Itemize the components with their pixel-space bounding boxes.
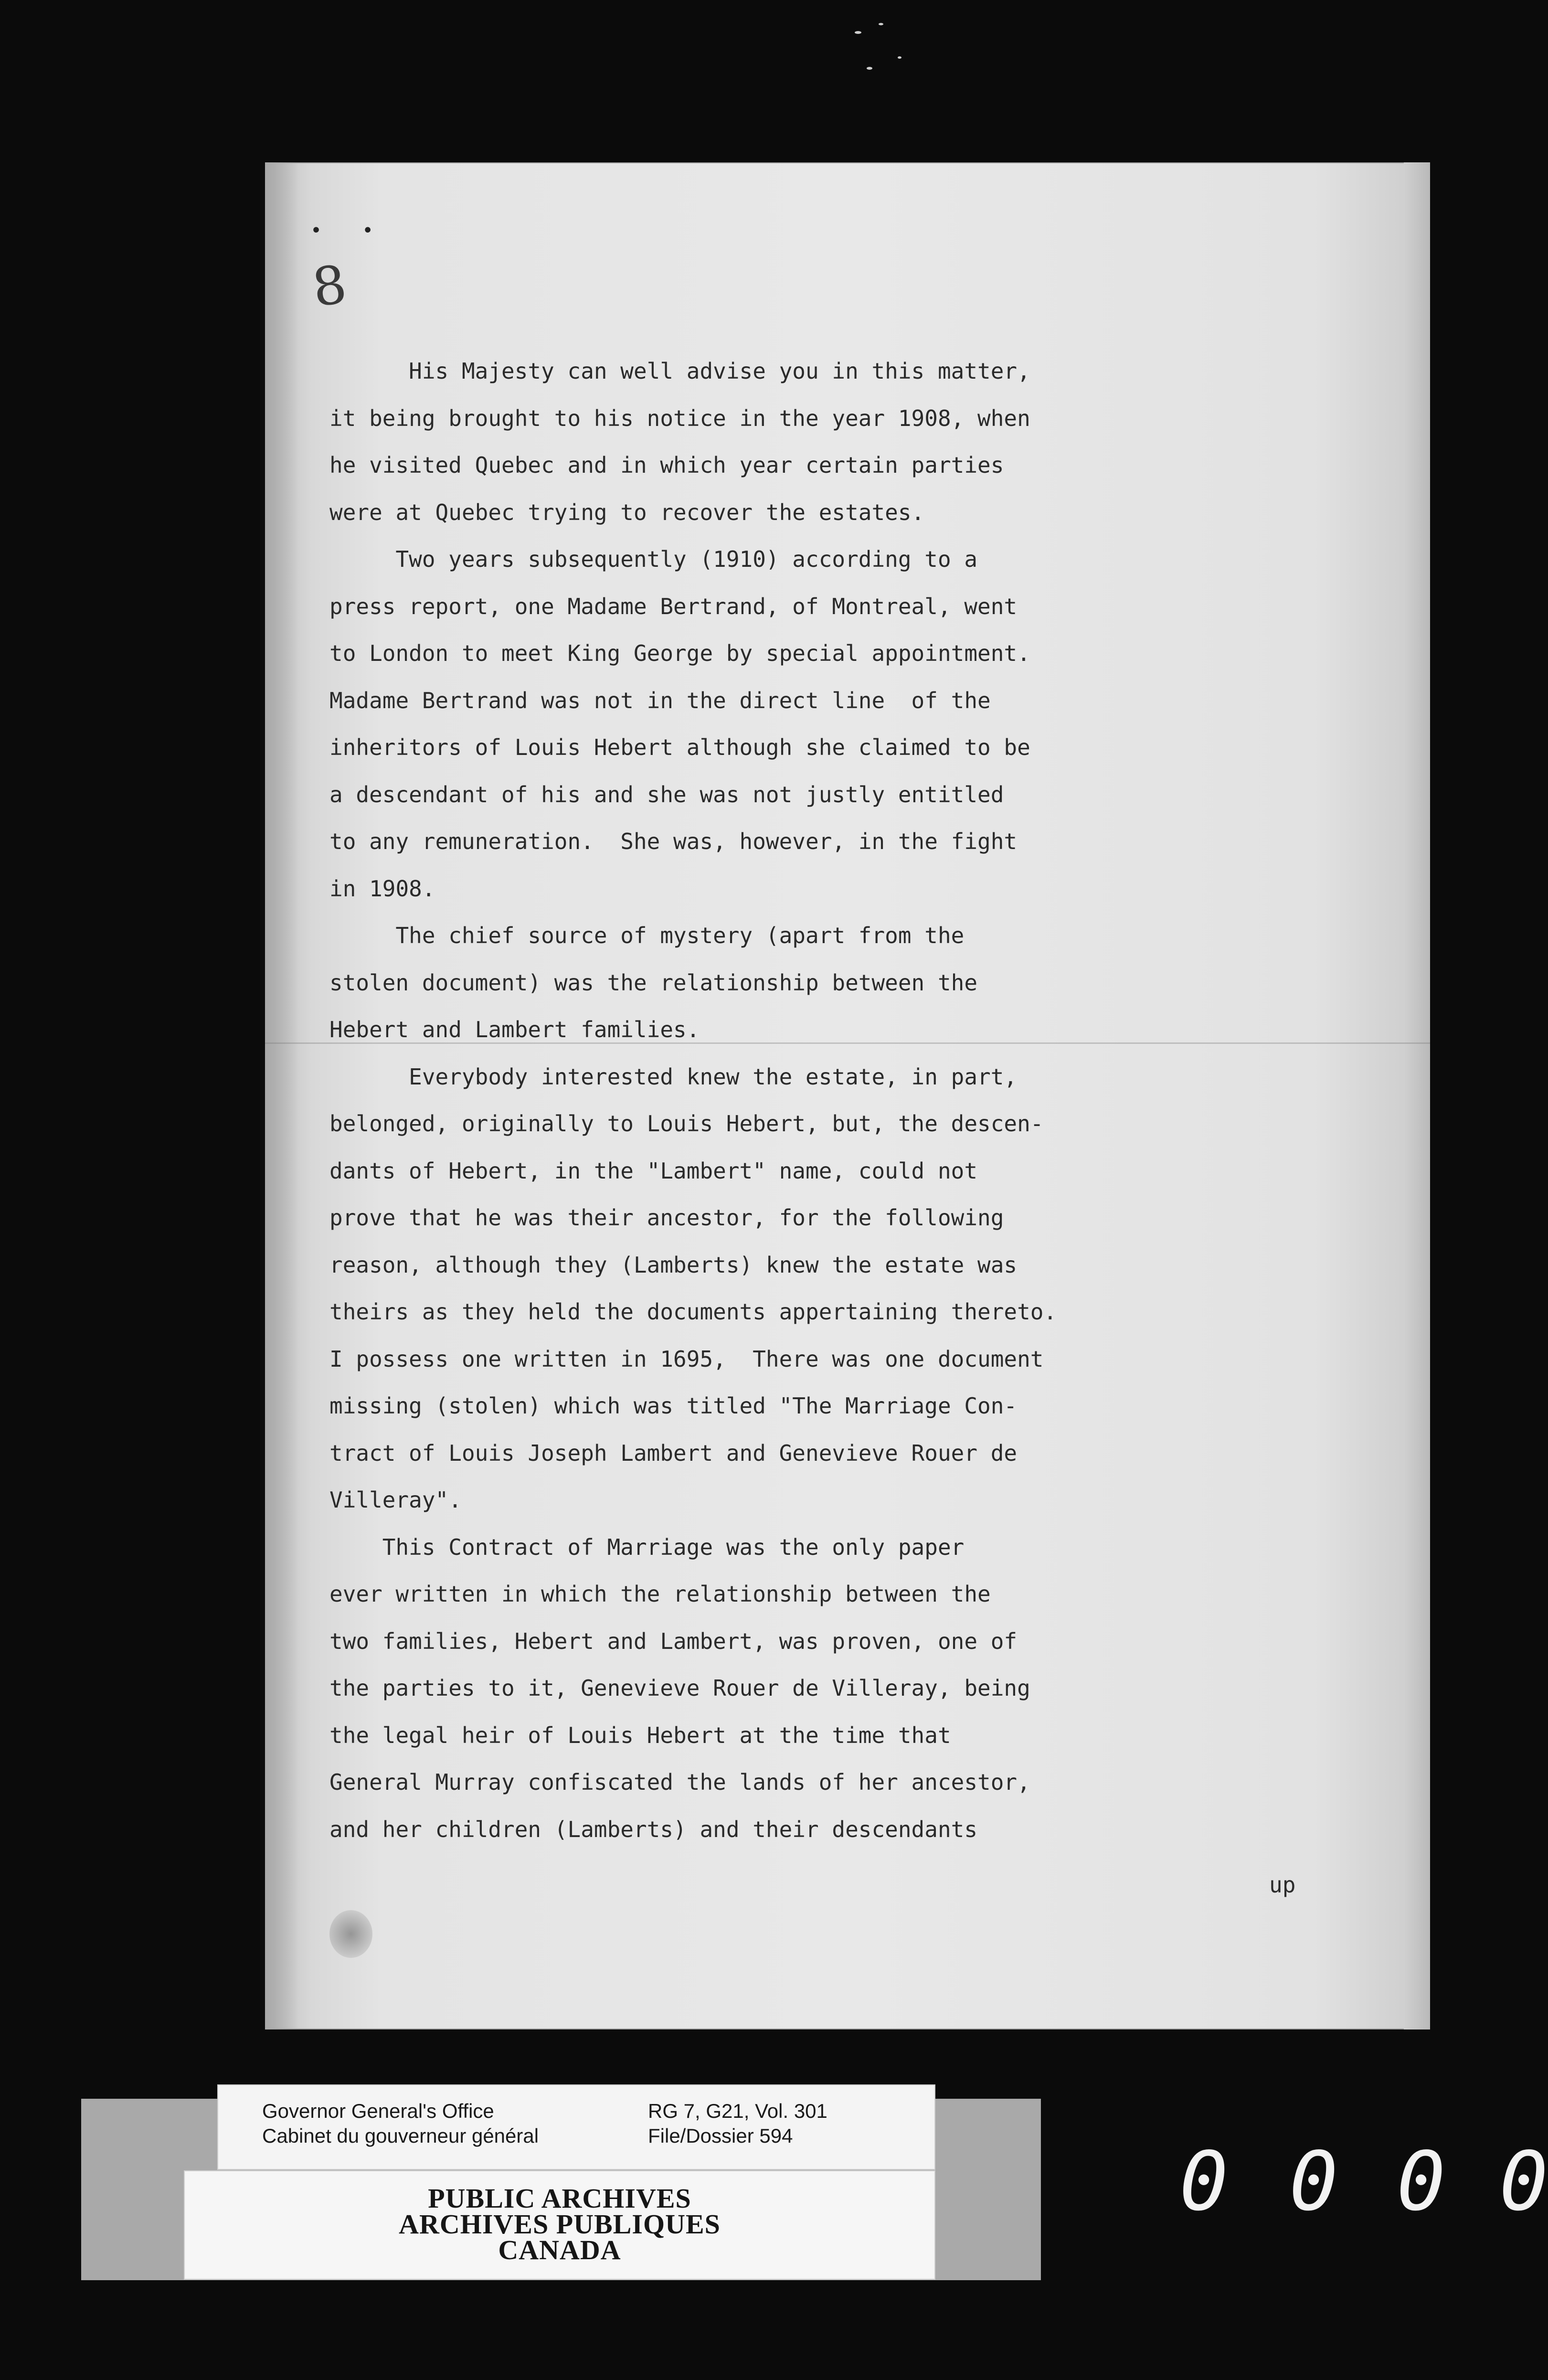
office-names xyxy=(262,2099,539,2148)
record-group-reference: RG 7, G21, Vol. 301 xyxy=(648,2100,827,2122)
text-line: ever written in which the relationship between the xyxy=(329,1581,991,1607)
text-line: stolen document) was the relationship between the xyxy=(329,969,978,996)
frame-digit: 0 xyxy=(1397,2135,1446,2229)
text-line: prove that he was their ancestor, for the following xyxy=(329,1205,1004,1231)
frame-digit: 0 xyxy=(1289,2135,1338,2229)
text-line: and her children (Lamberts) and their descendants xyxy=(329,1816,978,1842)
text-line: it being brought to his notice in the year 1908, when xyxy=(329,405,1030,431)
stamp-line-2: ARCHIVES PUBLIQUES xyxy=(399,2209,721,2240)
text-line: Two years subsequently (1910) according to a xyxy=(329,546,978,572)
text-line: press report, one Madame Bertrand, of Montreal, went xyxy=(329,593,1018,619)
text-line: This Contract of Marriage was the only paper xyxy=(329,1534,965,1560)
office-english: Governor General's Office xyxy=(262,2100,494,2122)
continuation-word: up xyxy=(1269,1872,1296,1898)
frame-digit: 0 xyxy=(1179,2135,1229,2229)
text-line: the legal heir of Louis Hebert at the time that xyxy=(329,1722,951,1748)
text-line: two families, Hebert and Lambert, was proven, one of xyxy=(329,1628,1018,1654)
text-line: General Murray confiscated the lands of her ancestor, xyxy=(329,1769,1030,1795)
text-line: Madame Bertrand was not in the direct line of the xyxy=(329,687,991,713)
reference-numbers xyxy=(648,2099,827,2148)
film-scratch xyxy=(879,23,883,25)
text-line: the parties to it, Genevieve Rouer de Villeray, being xyxy=(329,1675,1030,1701)
text-line: he visited Quebec and in which year certain parties xyxy=(329,452,1004,478)
corner-dots: • • xyxy=(310,220,388,242)
office-french: Cabinet du gouverneur général xyxy=(262,2125,539,2147)
text-line: missing (stolen) which was titled "The Marriage Con- xyxy=(329,1393,1018,1419)
typed-text-body xyxy=(329,348,1389,1853)
text-line: His Majesty can well advise you in this matter, xyxy=(329,358,1030,384)
text-line: a descendant of his and she was not justly entitled xyxy=(329,781,1004,808)
text-line: dants of Hebert, in the "Lambert" name, could not xyxy=(329,1158,978,1184)
text-line: were at Quebec trying to recover the estates. xyxy=(329,499,925,525)
film-scratch xyxy=(898,56,901,59)
file-number: File/Dossier 594 xyxy=(648,2125,793,2147)
archives-stamp-label xyxy=(184,2170,935,2280)
margin-handwritten-mark: 8 xyxy=(308,253,350,319)
text-line: reason, although they (Lamberts) knew the estate was xyxy=(329,1252,1018,1278)
film-scratch xyxy=(867,67,872,70)
text-line: belonged, originally to Louis Hebert, but, the descen- xyxy=(329,1111,1044,1137)
text-line: Everybody interested knew the estate, in part, xyxy=(329,1063,1018,1090)
film-scratch xyxy=(855,31,861,34)
text-line: Villeray". xyxy=(329,1487,462,1513)
text-line: in 1908. xyxy=(329,875,435,902)
paper-shadow-edge xyxy=(265,162,298,2029)
frame-digit: 0 xyxy=(1499,2135,1548,2229)
text-line: tract of Louis Joseph Lambert and Genevieve Rouer de xyxy=(329,1440,1018,1466)
archives-stamp xyxy=(185,2183,934,2265)
smudge xyxy=(329,1910,372,1958)
text-line: The chief source of mystery (apart from the xyxy=(329,923,965,948)
text-line: theirs as they held the documents appertaining thereto. xyxy=(329,1299,1057,1325)
stamp-line-3: CANADA xyxy=(498,2234,621,2265)
stamp-line-1: PUBLIC ARCHIVES xyxy=(428,2183,691,2214)
text-line: Hebert and Lambert families. xyxy=(329,1017,700,1042)
text-line: I possess one written in 1695, There was one document xyxy=(329,1346,1044,1372)
archive-reference-label xyxy=(217,2084,935,2170)
text-line: to London to meet King George by special appointment. xyxy=(329,640,1030,666)
text-line: to any remuneration. She was, however, in the fight xyxy=(329,829,1018,854)
paper-underlying-sheet xyxy=(1404,162,1430,2029)
text-line: inheritors of Louis Hebert although she claimed to be xyxy=(329,734,1030,760)
